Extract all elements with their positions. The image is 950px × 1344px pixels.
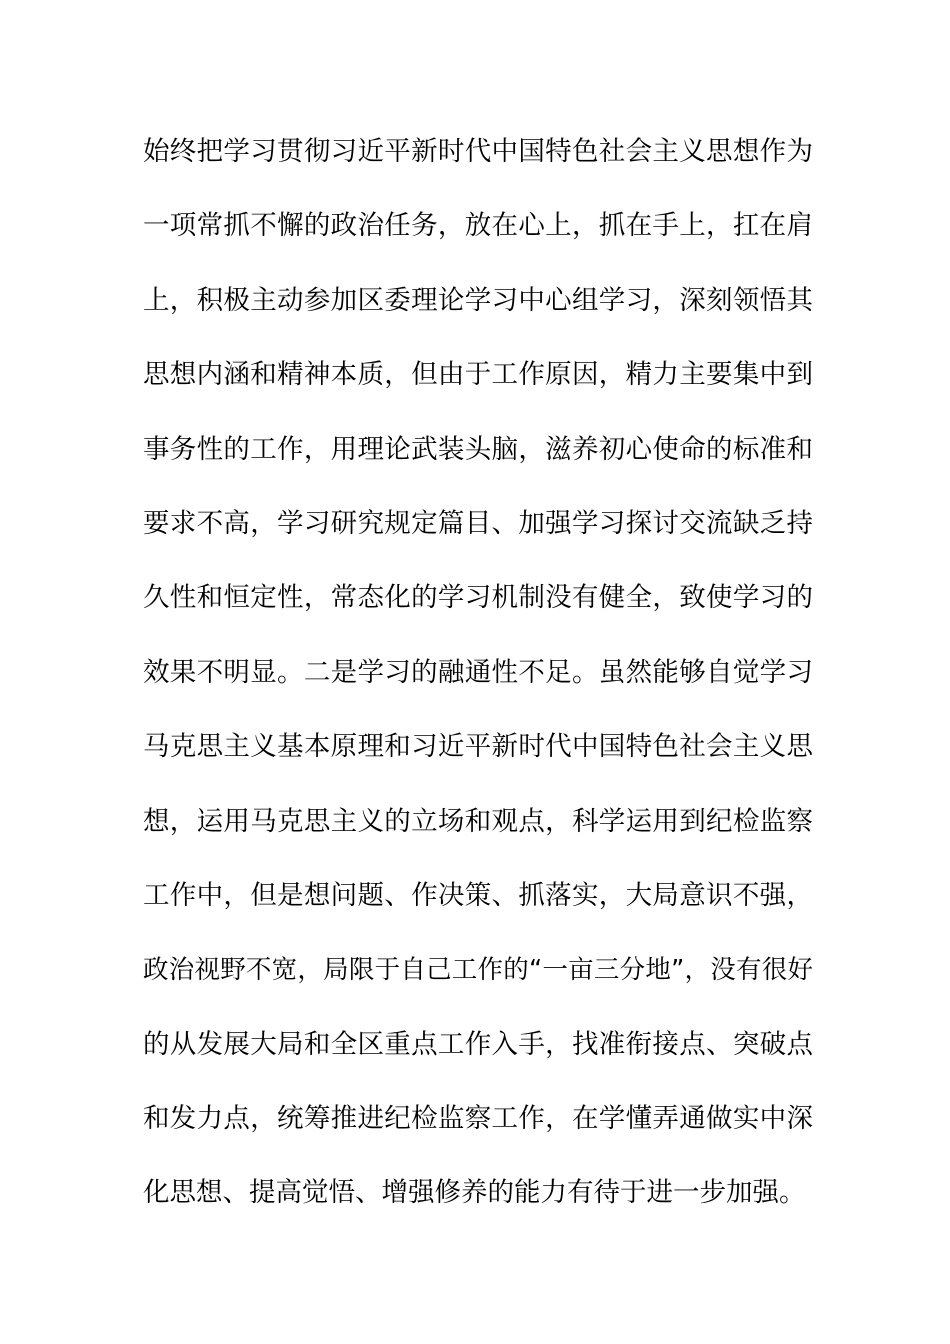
text-line: 久性和恒定性，常态化的学习机制没有健全，致使学习的 [143, 582, 813, 614]
text-line: 效果不明显。二是学习的融通性不足。虽然能够自觉学习 [143, 656, 813, 688]
text-line: 的从发展大局和全区重点工作入手，找准衔接点、突破点 [143, 1028, 813, 1060]
text-line: 上，积极主动参加区委理论学习中心组学习，深刻领悟其 [143, 284, 813, 316]
text-line: 化思想、提高觉悟、增强修养的能力有待于进一步加强。 [143, 1177, 806, 1209]
text-line: 思想内涵和精神本质，但由于工作原因，精力主要集中到 [143, 359, 813, 391]
text-line: 工作中，但是想问题、作决策、抓落实，大局意识不强， [143, 879, 813, 911]
text-line: 想，运用马克思主义的立场和观点，科学运用到纪检监察 [143, 805, 813, 837]
text-line: 马克思主义基本原理和习近平新时代中国特色社会主义思 [143, 731, 813, 763]
text-line: 和发力点，统筹推进纪检监察工作，在学懂弄通做实中深 [143, 1103, 813, 1135]
text-line: 政治视野不宽，局限于自己工作的“一亩三分地”，没有很好 [143, 955, 813, 986]
text-line: 事务性的工作，用理论武装头脑，滋养初心使命的标准和 [143, 433, 813, 465]
text-line: 一项常抓不懈的政治任务，放在心上，抓在手上，扛在肩 [143, 210, 813, 242]
text-line: 始终把学习贯彻习近平新时代中国特色社会主义思想作为 [143, 136, 813, 167]
body-text [143, 128, 813, 1244]
text-line: 要求不高，学习研究规定篇目、加强学习探讨交流缺乏持 [143, 507, 813, 539]
